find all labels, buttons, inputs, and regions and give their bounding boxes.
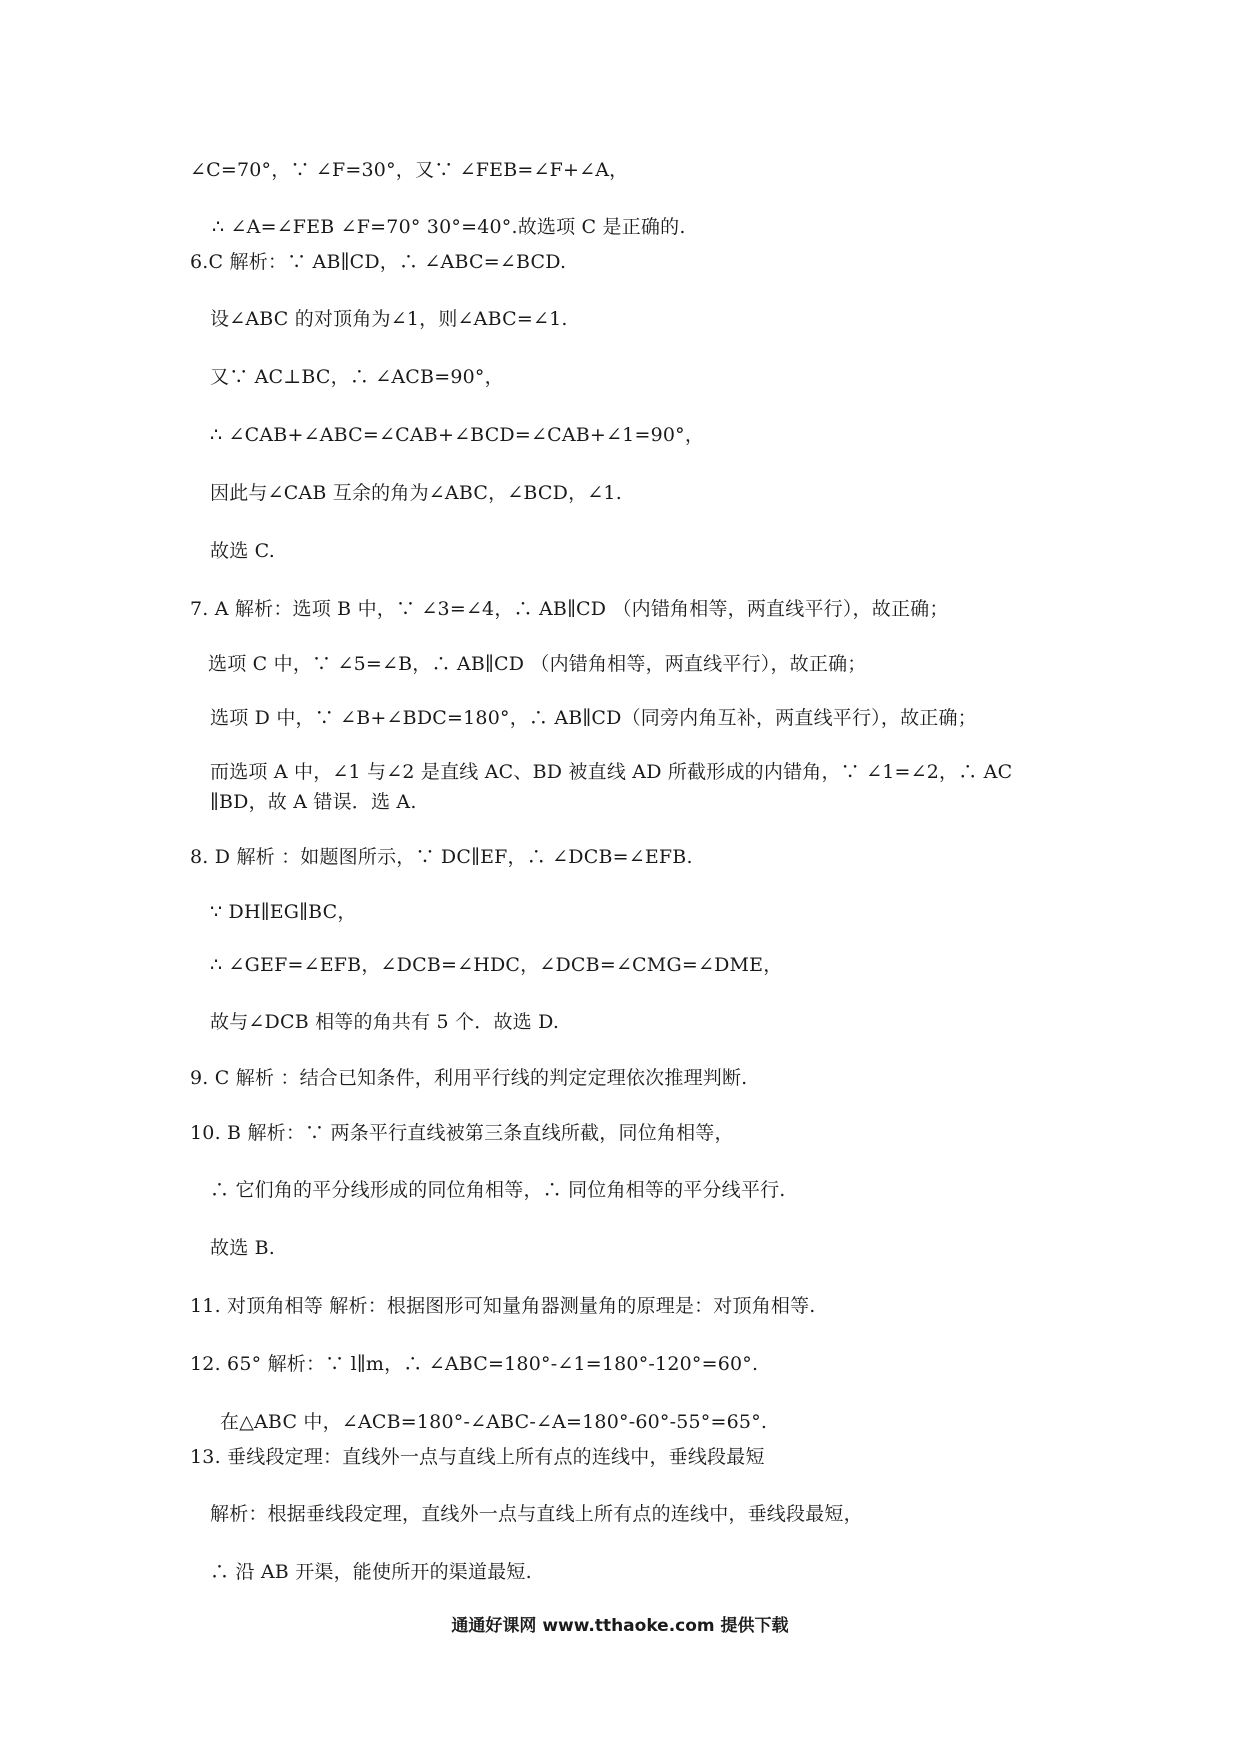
text-line: 12. 65° 解析：∵ l∥m，∴ ∠ABC=180°-∠1=180°-120°=60°.: [190, 1353, 759, 1375]
text-line: ∠C=70°，∵ ∠F=30°，又∵ ∠FEB=∠F+∠A，: [190, 159, 629, 181]
text-line: 解析：根据垂线段定理，直线外一点与直线上所有点的连线中，垂线段最短，: [210, 1503, 863, 1525]
text-line: 故选 B.: [210, 1237, 276, 1259]
text-line: 9. C 解析 ：结合已知条件，利用平行线的判定定理依次推理判断.: [190, 1067, 748, 1089]
text-line: ∴ 它们角的平分线形成的同位角相等，∴ 同位角相等的平分线平行.: [210, 1179, 786, 1201]
text-line: 设∠ABC 的对顶角为∠1，则∠ABC=∠1.: [210, 308, 568, 330]
text-line: ∴ ∠CAB+∠ABC=∠CAB+∠BCD=∠CAB+∠1=90°，: [210, 424, 705, 446]
text-line: 6.C 解析：∵ AB∥CD，∴ ∠ABC=∠BCD.: [190, 251, 567, 273]
page-footer: 通通好课网 www.tthaoke.com 提供下载: [451, 1616, 789, 1636]
text-line: ∵ DH∥EG∥BC，: [210, 901, 357, 923]
text-line: ∴ ∠GEF=∠EFB，∠DCB=∠HDC，∠DCB=∠CMG=∠DME，: [210, 954, 783, 976]
text-line: 11. 对顶角相等 解析：根据图形可知量角器测量角的原理是：对顶角相等.: [190, 1295, 816, 1317]
text-line: 在△ABC 中，∠ACB=180°-∠ABC-∠A=180°-60°-55°=65°.: [220, 1411, 768, 1433]
text-line: 因此与∠CAB 互余的角为∠ABC，∠BCD，∠1.: [210, 482, 622, 504]
text-line: 故选 C.: [210, 540, 275, 562]
text-line: 选项 C 中，∵ ∠5=∠B，∴ AB∥CD （内错角相等，两直线平行），故正确；: [208, 653, 867, 675]
text-line: 而选项 A 中，∠1 与∠2 是直线 AC、BD 被直线 AD 所截形成的内错角，∵ ∠1=∠2，∴ AC: [210, 761, 1013, 783]
text-line: 10. B 解析：∵ 两条平行直线被第三条直线所截，同位角相等，: [190, 1122, 734, 1144]
text-line: 13. 垂线段定理：直线外一点与直线上所有点的连线中，垂线段最短: [190, 1446, 765, 1468]
text-line: 选项 D 中，∵ ∠B+∠BDC=180°，∴ AB∥CD（同旁内角互补，两直线平行），故正确；: [210, 707, 977, 729]
text-line: 8. D 解析 ：如题图所示，∵ DC∥EF，∴ ∠DCB=∠EFB.: [190, 846, 693, 868]
text-line: 故与∠DCB 相等的角共有 5 个．故选 D.: [210, 1011, 560, 1033]
text-line: ∥BD，故 A 错误．选 A.: [210, 791, 417, 813]
text-line: ∴ 沿 AB 开渠，能使所开的渠道最短.: [210, 1561, 532, 1583]
text-line: 又∵ AC⊥BC，∴ ∠ACB=90°，: [210, 366, 504, 388]
text-line: ∴ ∠A=∠FEB ∠F=70° 30°=40°.故选项 C 是正确的.: [212, 216, 686, 238]
text-line: 7. A 解析：选项 B 中，∵ ∠3=∠4，∴ AB∥CD （内错角相等，两直线平行），故正确；: [190, 598, 949, 620]
